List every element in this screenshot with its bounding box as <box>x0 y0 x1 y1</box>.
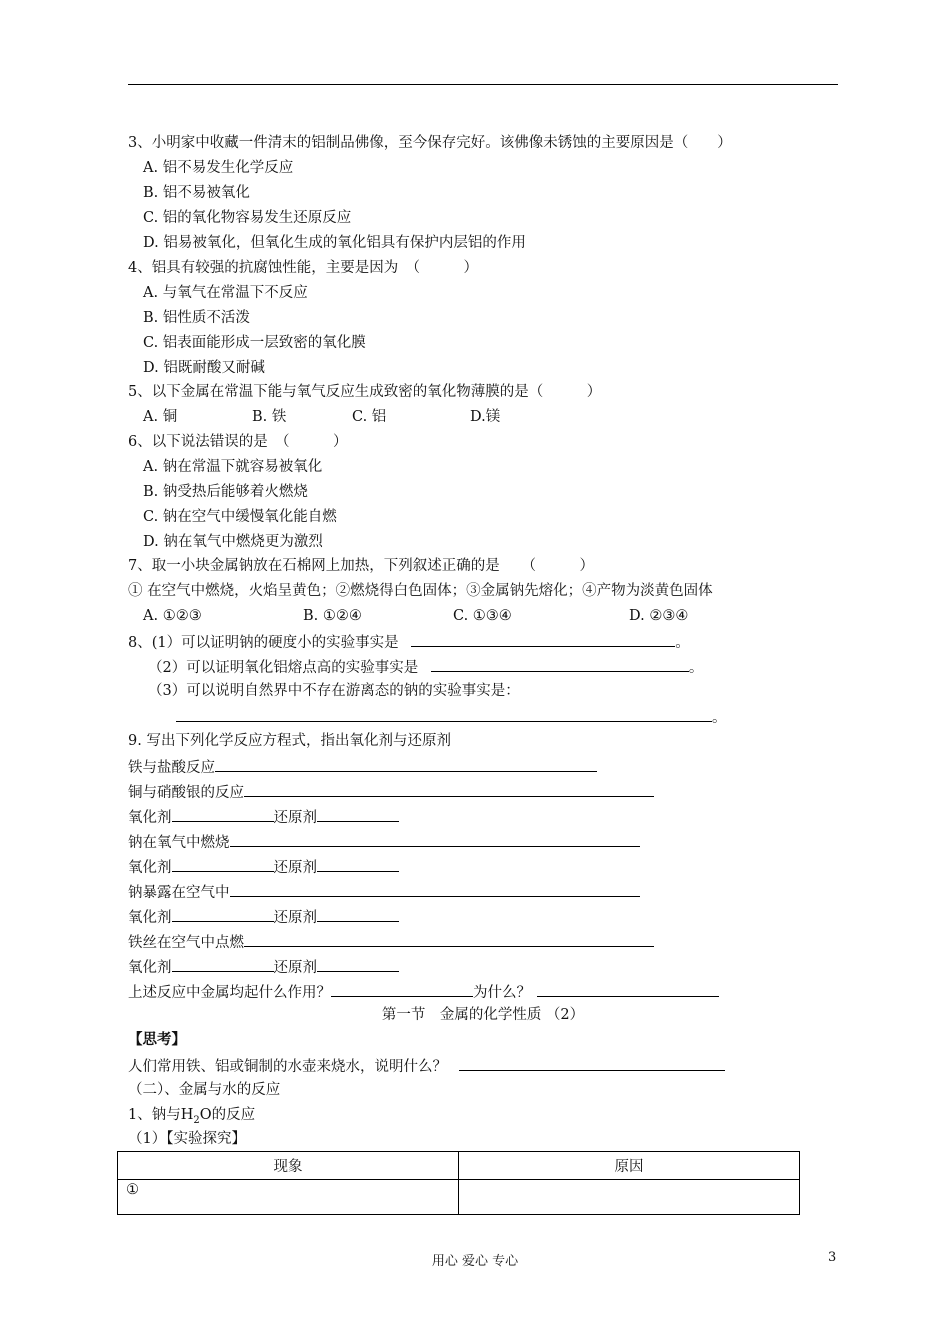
reductant-label: 还原剂 <box>273 810 317 826</box>
q9-reaction-5-blank[interactable] <box>244 931 654 947</box>
q7-option-c: C. ①③④ <box>453 608 512 624</box>
q7-option-a: A. ①②③ <box>143 608 202 624</box>
q5-option-c: C. 铝 <box>352 409 387 425</box>
q9-reaction-1-label: 铁与盐酸反应 <box>128 760 215 776</box>
q9-reaction-3 <box>128 831 640 853</box>
q4-option-b: B. 铝性质不活泼 <box>143 310 250 326</box>
q7-option-b: B. ①②④ <box>303 608 362 624</box>
reductant-blank[interactable] <box>317 906 399 922</box>
experiment-table <box>117 1151 800 1215</box>
reductant-label: 还原剂 <box>273 910 317 926</box>
reductant-blank[interactable] <box>317 856 399 872</box>
q8-part1 <box>128 631 690 653</box>
q4-option-d: D. 铝既耐酸又耐碱 <box>143 360 265 376</box>
think-question <box>128 1055 725 1077</box>
q6-option-a: A. 钠在常温下就容易被氧化 <box>143 459 323 475</box>
oxidant-blank[interactable] <box>172 906 274 922</box>
table-header-row <box>118 1152 800 1180</box>
q8-part1-text: 8、(1）可以证明钠的硬度小的实验事实是 <box>128 635 399 651</box>
think-question-text: 人们常用铁、铝或铜制的水壶来烧水，说明什么？ <box>128 1059 447 1075</box>
table-header-reason: 原因 <box>459 1152 800 1180</box>
q9-summary <box>128 981 719 1003</box>
oxidant-blank[interactable] <box>172 956 274 972</box>
oxidant-label: 氧化剂 <box>128 860 172 876</box>
q5-stem: 5、以下金属在常温下能与氧气反应生成致密的氧化物薄膜的是（ ） <box>128 384 602 400</box>
sub1-subscript: 2 <box>193 1114 200 1126</box>
page-number: 3 <box>828 1250 837 1265</box>
q9-agents-2 <box>128 806 399 828</box>
q8-part3-end: 。 <box>712 710 727 726</box>
table-cell-phenomenon[interactable]: ① <box>118 1180 459 1215</box>
subsection-1-heading <box>128 1105 255 1131</box>
q9-reaction-1 <box>128 756 597 778</box>
q8-part3-answer <box>176 706 727 728</box>
q9-summary-why: 为什么？ <box>473 985 531 1001</box>
q4-stem: 4、铝具有较强的抗腐蚀性能，主要是因为 （ ） <box>128 260 478 276</box>
q5-option-b: B. 铁 <box>252 409 287 425</box>
q9-reaction-1-blank[interactable] <box>215 756 597 772</box>
q8-part2 <box>148 656 703 678</box>
q3-option-a: A. 铝不易发生化学反应 <box>143 160 294 176</box>
oxidant-blank[interactable] <box>172 856 274 872</box>
q7-option-d: D. ②③④ <box>629 608 689 624</box>
reductant-blank[interactable] <box>317 956 399 972</box>
q8-part1-end: 。 <box>675 635 690 651</box>
q9-reaction-4-blank[interactable] <box>230 881 640 897</box>
reductant-label: 还原剂 <box>273 960 317 976</box>
q4-option-a: A. 与氧气在常温下不反应 <box>143 285 308 301</box>
header-rule <box>128 84 838 85</box>
q5-option-a: A. 铜 <box>143 409 178 425</box>
table-row <box>118 1180 800 1215</box>
section-title: 第一节 金属的化学性质 （2） <box>381 1007 585 1023</box>
oxidant-label: 氧化剂 <box>128 810 172 826</box>
q9-reaction-4 <box>128 881 640 903</box>
q8-part2-end: 。 <box>688 660 704 676</box>
table-header-phenomenon: 现象 <box>118 1152 459 1180</box>
q9-summary-blank-1[interactable] <box>331 981 473 997</box>
q9-agents-4 <box>128 906 399 928</box>
sub1-post: O的反应 <box>199 1107 256 1123</box>
q8-part3: （3）可以说明自然界中不存在游离态的钠的实验事实是： <box>148 683 520 699</box>
q9-reaction-5 <box>128 931 654 953</box>
q9-agents-5 <box>128 956 399 978</box>
q8-part1-blank[interactable] <box>411 631 675 647</box>
q9-agents-3 <box>128 856 399 878</box>
q6-option-d: D. 钠在氧气中燃烧更为激烈 <box>143 534 323 550</box>
reductant-label: 还原剂 <box>273 860 317 876</box>
q3-option-c: C. 铝的氧化物容易发生还原反应 <box>143 210 352 226</box>
q9-reaction-5-label: 铁丝在空气中点燃 <box>128 935 244 951</box>
q3-option-b: B. 铝不易被氧化 <box>143 185 250 201</box>
oxidant-blank[interactable] <box>172 806 274 822</box>
think-answer-blank[interactable] <box>459 1055 725 1071</box>
think-label: 【思考】 <box>128 1031 186 1048</box>
q9-reaction-2 <box>128 781 654 803</box>
q5-option-d: D.镁 <box>470 409 501 425</box>
q8-part3-blank[interactable] <box>176 706 712 722</box>
q7-statement: ① 在空气中燃烧，火焰呈黄色；②燃烧得白色固体；③金属钠先熔化；④产物为淡黄色固体 <box>128 583 713 599</box>
part-2-heading: （二）、金属与水的反应 <box>128 1082 281 1098</box>
q9-reaction-3-blank[interactable] <box>230 831 640 847</box>
oxidant-label: 氧化剂 <box>128 910 172 926</box>
q8-part2-blank[interactable] <box>431 656 689 672</box>
q3-stem: 3、小明家中收藏一件清末的铝制品佛像，至今保存完好。该佛像未锈蚀的主要原因是（ ） <box>128 135 732 151</box>
q6-stem: 6、以下说法错误的是 （ ） <box>128 434 348 450</box>
q6-option-c: C. 钠在空气中缓慢氧化能自燃 <box>143 509 337 525</box>
q3-option-d: D. 铝易被氧化，但氧化生成的氧化铝具有保护内层铝的作用 <box>143 235 526 251</box>
q6-option-b: B. 钠受热后能够着火燃烧 <box>143 484 308 500</box>
oxidant-label: 氧化剂 <box>128 960 172 976</box>
table-cell-reason[interactable] <box>459 1180 800 1215</box>
q9-stem: 9. 写出下列化学反应方程式，指出氧化剂与还原剂 <box>128 733 451 749</box>
q9-summary-question: 上述反应中金属均起什么作用？ <box>128 985 331 1001</box>
q9-reaction-4-label: 钠暴露在空气中 <box>128 885 230 901</box>
reductant-blank[interactable] <box>317 806 399 822</box>
footer-motto: 用心 爱心 专心 <box>431 1254 519 1269</box>
q9-reaction-3-label: 钠在氧气中燃烧 <box>128 835 230 851</box>
q4-option-c: C. 铝表面能形成一层致密的氧化膜 <box>143 335 366 351</box>
explore-heading: （1）【实验探究】 <box>128 1131 246 1147</box>
q9-reaction-2-blank[interactable] <box>244 781 654 797</box>
sub1-pre: 1、钠与H <box>128 1107 194 1123</box>
q9-reaction-2-label: 铜与硝酸银的反应 <box>128 785 244 801</box>
q7-stem: 7、取一小块金属钠放在石棉网上加热，下列叙述正确的是 （ ） <box>128 558 594 574</box>
q8-part2-text: （2）可以证明氧化铝熔点高的实验事实是 <box>148 660 419 676</box>
q9-summary-blank-2[interactable] <box>537 981 719 997</box>
